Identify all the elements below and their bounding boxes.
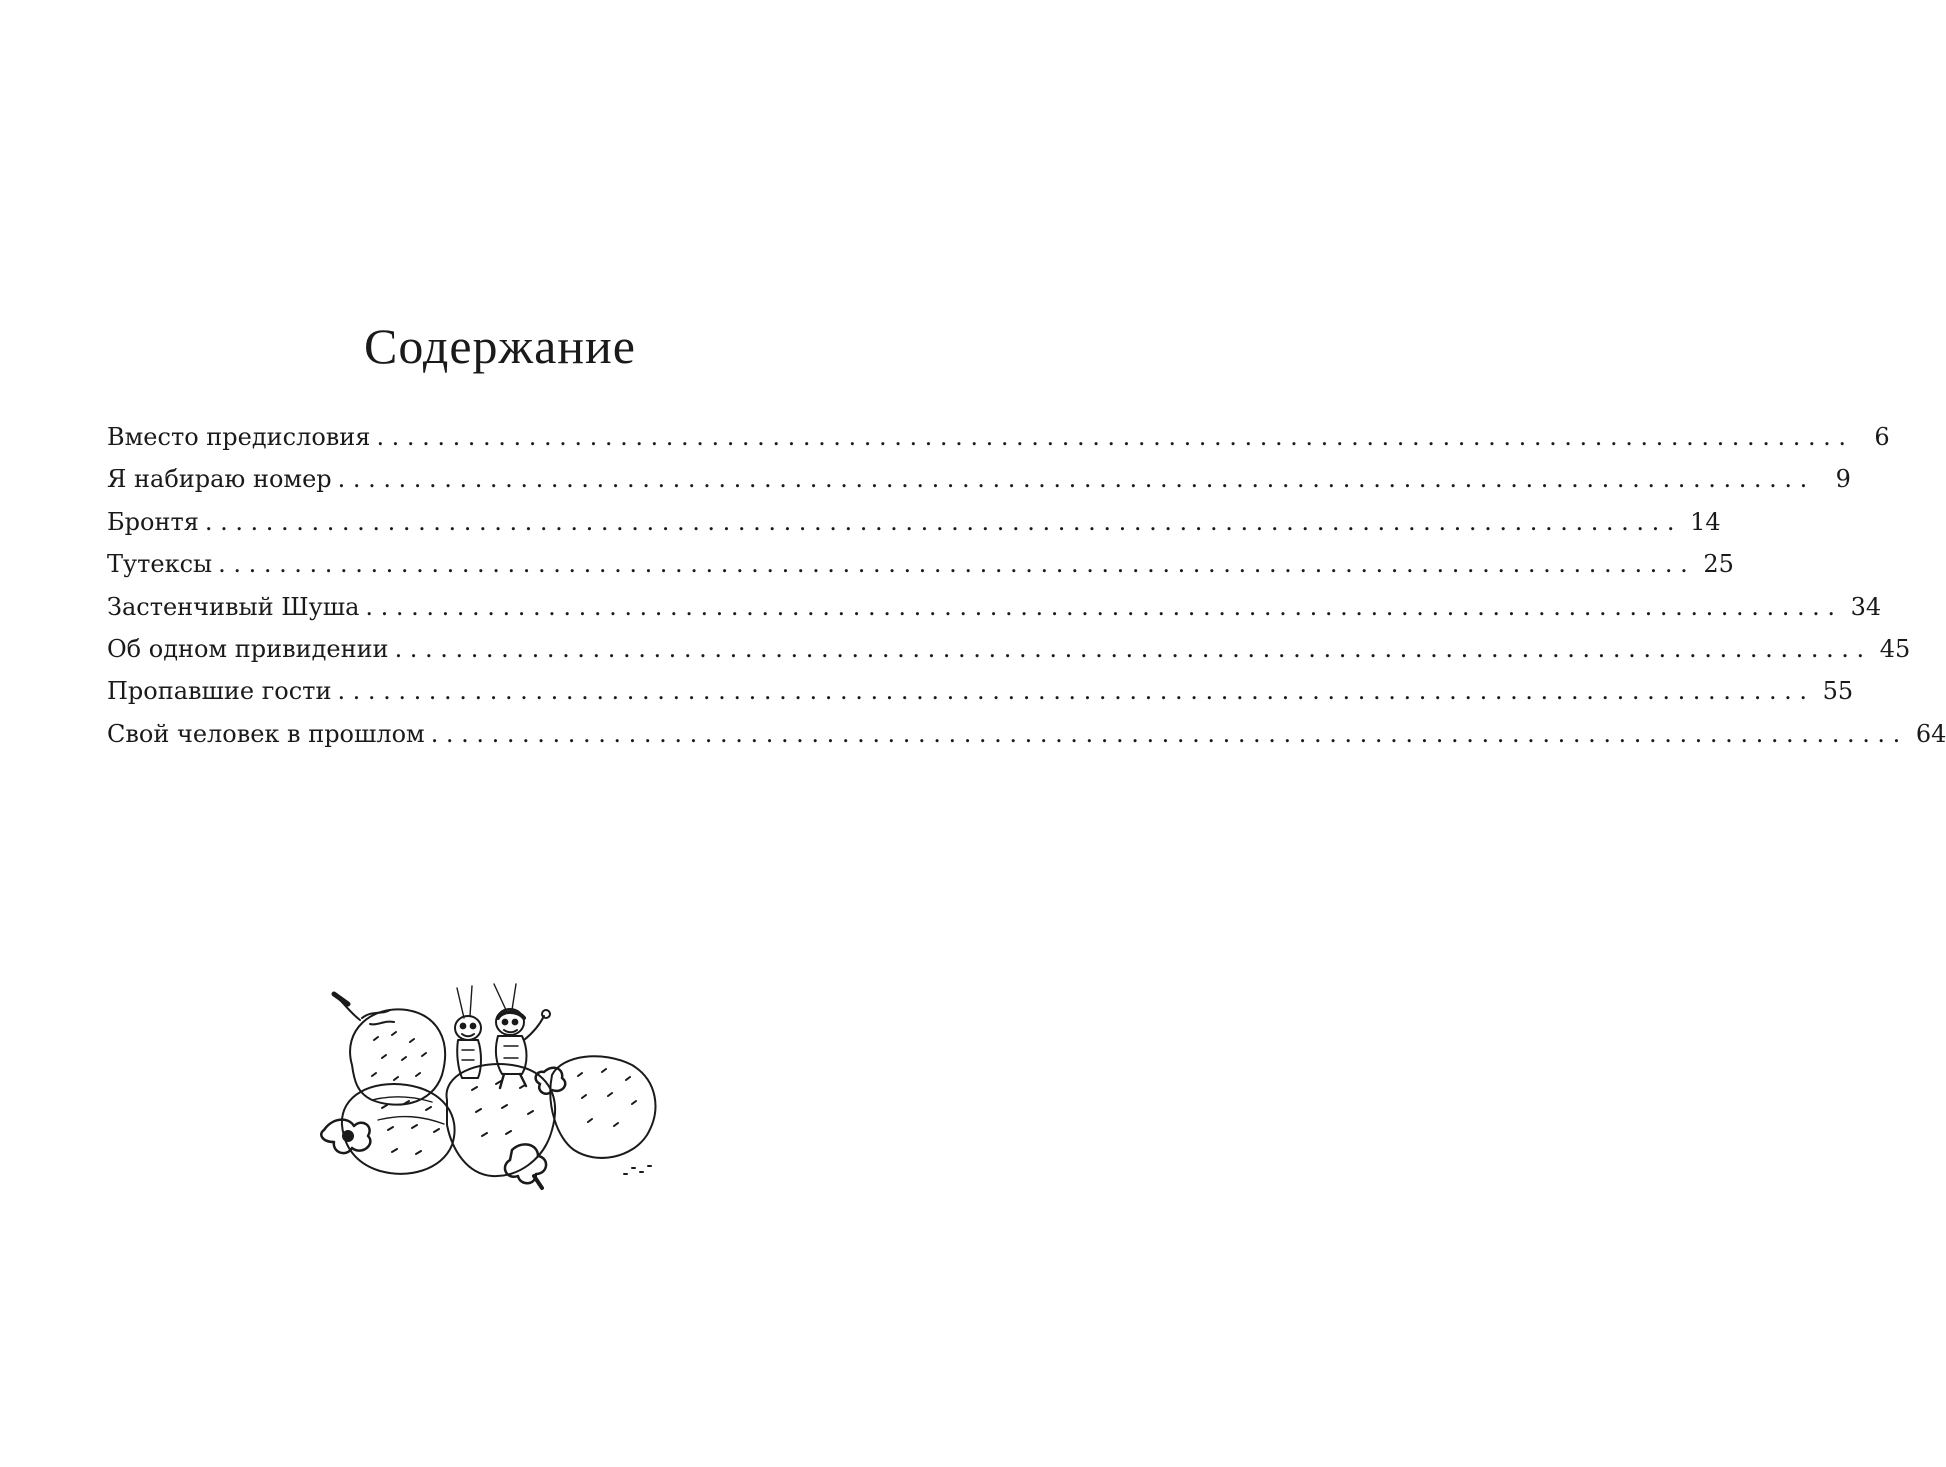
toc-leader-dots: ................................................................................................. [394,634,1872,663]
toc-entry-page: 45 [1879,634,1911,663]
toc-entry[interactable] [107,713,1946,755]
toc-entry[interactable] [107,670,1854,712]
toc-leader-dots: ................................................................................................. [337,677,1815,706]
toc-entry-title: Вместо предисловия [107,423,371,451]
table-of-contents [107,416,1946,755]
toc-leader-dots: ................................................................................................. [337,465,1815,494]
page-title: Содержание [364,317,636,374]
strawberry-right [536,1056,656,1174]
toc-entry-title: Об одном привидении [107,634,389,663]
toc-entry[interactable] [107,501,1721,543]
toc-leader-dots: ................................................................................................. [376,423,1854,451]
toc-leader-dots: ................................................................................................. [365,592,1843,621]
gnome-left [455,986,481,1078]
toc-entry-page: 25 [1703,550,1734,579]
toc-entry-page: 64 [1915,719,1946,748]
toc-entry[interactable] [107,416,1890,458]
toc-entry-title: Я набираю номер [107,465,332,494]
toc-entry-title: Пропавшие гости [107,677,332,706]
toc-leader-dots: ................................................................................................. [204,507,1683,536]
toc-entry[interactable] [107,586,1882,628]
toc-entry[interactable] [107,458,1851,500]
strawberry-front-left [321,1084,454,1174]
toc-entry-title: Тутексы [107,550,213,579]
toc-leader-dots: ................................................................................................. [218,550,1696,579]
toc-entry-title: Застенчивый Шуша [107,592,360,621]
toc-entry-title: Бронтя [107,507,199,536]
toc-entry[interactable] [107,628,1911,670]
toc-entry-page: 9 [1835,465,1851,494]
toc-entry-page: 14 [1690,507,1721,536]
strawberries-illustration-icon [312,980,662,1190]
toc-leader-dots: ................................................................................................. [430,719,1908,748]
toc-entry-page: 55 [1822,677,1854,706]
toc-entry-title: Свой человек в прошлом [107,719,425,748]
toc-entry-page: 6 [1874,423,1890,451]
toc-entry-page: 34 [1850,592,1882,621]
toc-entry[interactable] [107,543,1734,585]
strawberry-back-left [334,994,445,1105]
